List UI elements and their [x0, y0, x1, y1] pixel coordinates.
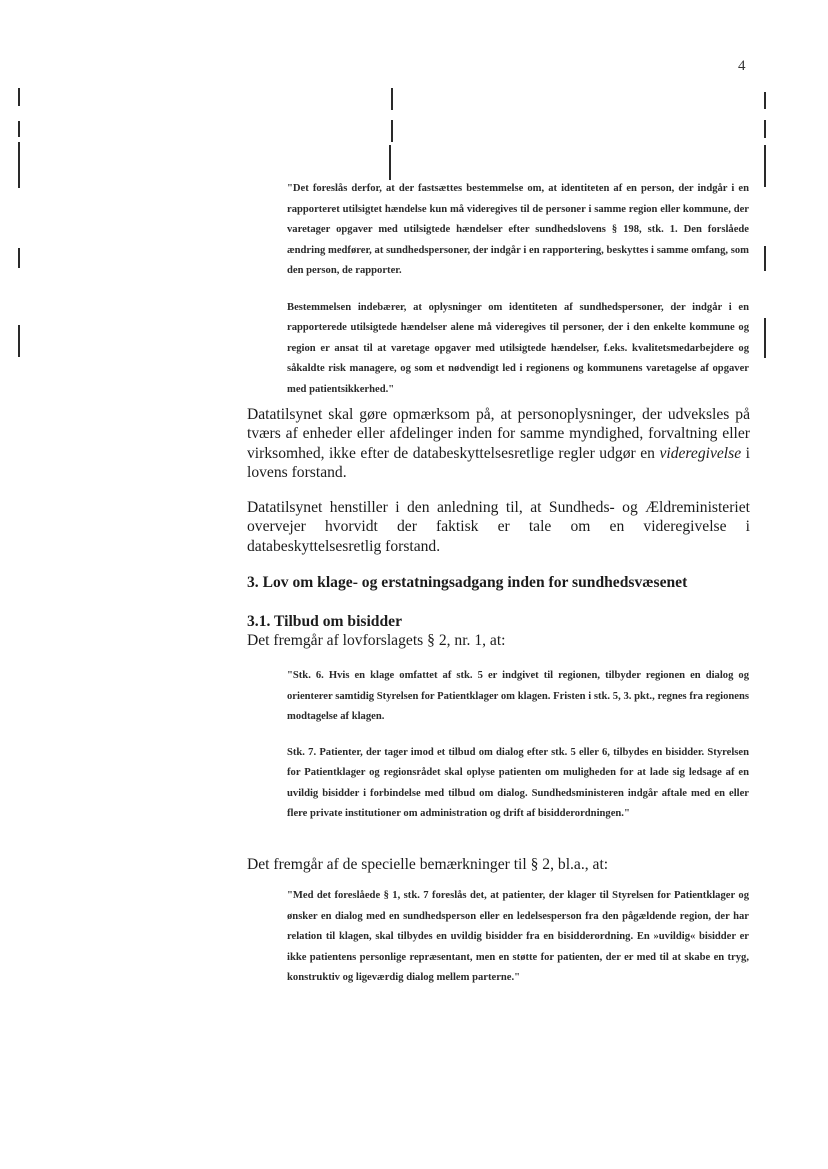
scan-mark [764, 318, 766, 358]
scan-mark [18, 121, 20, 137]
quote-paragraph: "Med det foreslåede § 1, stk. 7 foreslås det, at patienter, der klager til Styrelsen for Patientklager og ønsker en dialog med en sundhedsperson eller en ledelsesperson fra den pågældende region, der har relation til klagen, skal tilbydes en uvildig bisidder fra en bisidderordning. En »uvildig« bisidder er ikke patientens personlige repræsentant, men en støtte for patienten, der er med til at skabe en tryg, konstruktiv og ligeværdig dialog mellem parterne." [287, 890, 749, 983]
paragraph-text-part: Datatilsynet skal gøre opmærksom på, at personoplysninger, der udveksles på tværs af enheder eller afdelinger inden for samme myndighed, forvaltning eller virksomhed, ikke efter de databeskyttelsesretlige regler udgør en [247, 406, 750, 462]
page-number: 4 [738, 58, 746, 74]
scan-mark [391, 88, 393, 110]
quote-block-3 [287, 886, 749, 989]
scan-mark [764, 92, 766, 109]
subsection-heading: 3.1. Tilbud om bisidder [247, 613, 402, 630]
quote-block-1 [287, 179, 749, 400]
paragraph-text: Datatilsynet henstiller i den anledning til, at Sundheds- og Ældreministeriet overvejer hvorvidt der faktisk er tale om en videregivelse i databeskyttelsesretlig forstand. [247, 499, 750, 555]
paragraph-text-part: i lovens forstand. [247, 444, 750, 482]
quote-paragraph: "Stk. 6. Hvis en klage omfattet af stk. 5 er indgivet til regionen, tilbyder regionen en dialog og orienterer samtidig Styrelsen for Patientklager om klagen. Fristen i stk. 5, 3. pkt., regnes fra regionens modtagelse af klagen. [287, 670, 749, 722]
paragraph-text [247, 405, 750, 483]
scan-mark [389, 145, 391, 180]
quote-block-2 [287, 666, 749, 825]
scan-mark [391, 120, 393, 142]
scan-mark [18, 248, 20, 268]
scan-mark [18, 88, 20, 106]
quote-paragraph: "Det foreslås derfor, at der fastsættes bestemmelse om, at identiteten af en person, der indgår i en rapporteret utilsigtet hændelse kun må videregives til de personer i samme region eller kommune, der varetager opgaver med utilsigtede hændelser efter sundhedslovens § 198, stk. 1. Den forslåede ændring medfører, at sundhedspersoner, der indgår i en rapportering, beskyttes i samme omfang, som den person, de rapporter. [287, 183, 749, 276]
body-paragraph [247, 498, 750, 556]
section-heading: 3. Lov om klage- og erstatningsadgang inden for sundhedsvæsenet [247, 574, 688, 591]
scan-mark [764, 246, 766, 271]
scan-mark [764, 145, 766, 187]
scan-mark [18, 325, 20, 357]
paragraph-text: Det fremgår af de specielle bemærkninger til § 2, bl.a., at: [247, 856, 609, 873]
scan-mark [18, 142, 20, 188]
intro-paragraph [247, 855, 750, 874]
scan-mark [764, 120, 766, 138]
intro-paragraph [247, 631, 750, 650]
paragraph-text: Det fremgår af lovforslagets § 2, nr. 1, at: [247, 632, 506, 649]
body-paragraph [247, 405, 750, 483]
emphasis-text: videregivelse [659, 444, 742, 462]
quote-paragraph: Stk. 7. Patienter, der tager imod et tilbud om dialog efter stk. 5 eller 6, tilbydes en bisidder. Styrelsen for Patientklager og regionsrådet skal oplyse patienten om muligheden for at lade sig ledsage af en uvildig bisidder i forbindelse med tilbud om dialog. Sundhedsministeren indgår aftale med en eller flere private institutioner om administration og drift af bisidderordningen." [287, 746, 749, 819]
quote-paragraph: Bestemmelsen indebærer, at oplysninger om identiteten af sundhedspersoner, der indgår i en rapporterede utilsigtede hændelser alene må videregives til personer, der i den enkelte kommune og region er ansat til at varetage opgaver med utilsigtede hændelser, f.eks. kvalitetsmedarbejdere og såkaldte risk managere, og som et nødvendigt led i regionens og kommunens varetagelse af opgaver med patientsikkerhed." [287, 301, 749, 395]
